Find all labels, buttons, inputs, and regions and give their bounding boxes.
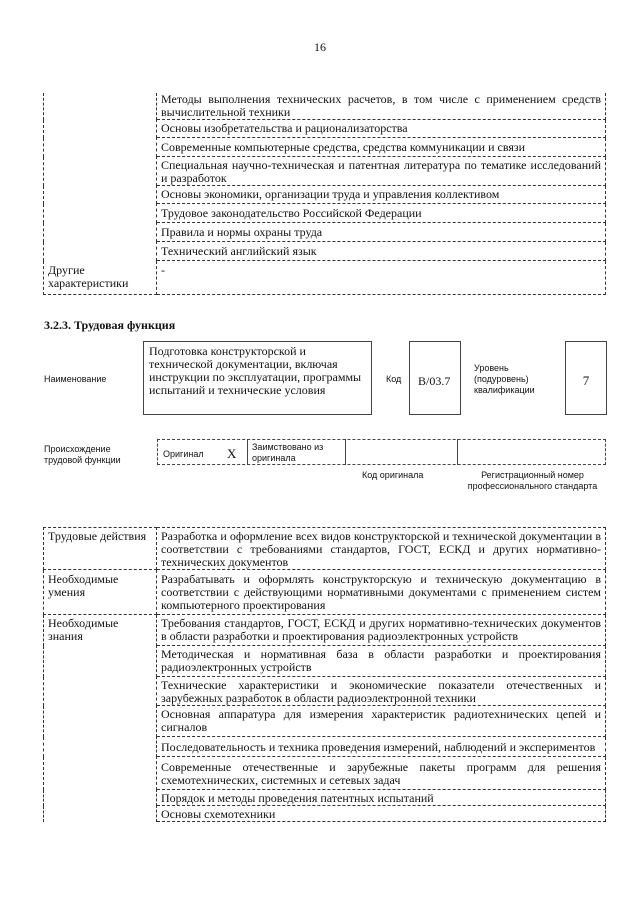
divider <box>457 439 458 465</box>
table-row <box>44 528 606 570</box>
empty-label-cell <box>44 93 157 261</box>
list-item: Основы экономики, организации труда и управления коллективом <box>157 186 606 204</box>
table-row <box>44 93 606 120</box>
code-label: Код <box>386 374 402 384</box>
list-item: Современные отечественные и зарубежные пакеты программ для решения схемотехнических, системных и сетевых задач <box>157 757 606 790</box>
divider <box>247 439 248 465</box>
level-value-box: 7 <box>565 341 607 415</box>
actions-value: Разработка и оформление всех видов конструкторской и технической документации в соответствии с требованиями стандартов, ГОСТ, ЕСКД и других нормативно-технических документов <box>157 528 606 570</box>
origin-row <box>157 439 606 465</box>
skills-value: Разрабатывать и оформлять конструкторскую и техническую документацию в соответствии с действующими нормативными документами с применением систем компьютерного проектирования <box>157 570 606 615</box>
other-characteristics-value: - <box>157 261 606 295</box>
list-item: Требования стандартов, ГОСТ, ЕСКД и других нормативно-технических документов в области разработки и проектирования радиоэлектронных устройств <box>157 615 606 646</box>
list-item: Правила и нормы охраны труда <box>157 223 606 242</box>
list-item: Последовательность и техника проведения измерений, наблюдений и экспериментов <box>157 737 606 757</box>
page-number: 16 <box>314 40 326 54</box>
table-row <box>44 261 606 295</box>
list-item: Порядок и методы проведения патентных испытаний <box>157 790 606 806</box>
borrowed-label: Заимствовано из оригинала <box>252 442 324 463</box>
original-code-label: Код оригинала <box>362 470 424 480</box>
code-value-box: B/03.7 <box>409 341 461 415</box>
list-item: Основы схемотехники <box>157 806 606 822</box>
original-label: Оригинал <box>163 449 204 459</box>
origin-label: Происхождение трудовой функции <box>44 444 121 465</box>
list-item: Основная аппаратура для измерения характеристик радиотехнических цепей и сигналов <box>157 706 606 737</box>
original-mark: X <box>227 446 237 461</box>
list-item: Основы изобретательства и рационализаторства <box>157 120 606 138</box>
divider <box>345 439 346 465</box>
function-name-box: Подготовка конструкторской и технической документации, включая инструкции по эксплуатации, программы испытаний и технические условия <box>143 341 372 415</box>
section-title: 3.2.3. Трудовая функция <box>44 318 176 332</box>
list-item: Современные компьютерные средства, средства коммуникации и связи <box>157 138 606 157</box>
knowledge-label: Необходимые знания <box>44 615 157 822</box>
list-item: Методы выполнения технических расчетов, в том числе с применением средств вычислительной техники <box>157 93 606 120</box>
list-item: Методическая и нормативная база в области разработки и проектирования радиоэлектронных устройств <box>157 646 606 677</box>
registration-number-label: Регистрационный номер профессионального стандарта <box>467 470 598 491</box>
list-item: Технические характеристики и экономические показатели отечественных и зарубежных разработок в области радиоэлектронной техники <box>157 677 606 706</box>
list-item: Трудовое законодательство Российской Федерации <box>157 204 606 223</box>
knowledge-continuation-table <box>43 93 606 295</box>
table-row <box>44 570 606 615</box>
other-characteristics-label: Другие характеристики <box>44 261 157 295</box>
list-item: Специальная научно-техническая и патентная литература по тематике исследований и разработок <box>157 157 606 186</box>
labor-function-table <box>43 527 606 822</box>
skills-label: Необходимые умения <box>44 570 157 615</box>
name-label: Наименование <box>44 374 107 384</box>
list-item: Технический английский язык <box>157 242 606 261</box>
table-row <box>44 615 606 646</box>
level-label: Уровень (подуровень) квалификации <box>474 363 535 395</box>
actions-label: Трудовые действия <box>44 528 157 570</box>
